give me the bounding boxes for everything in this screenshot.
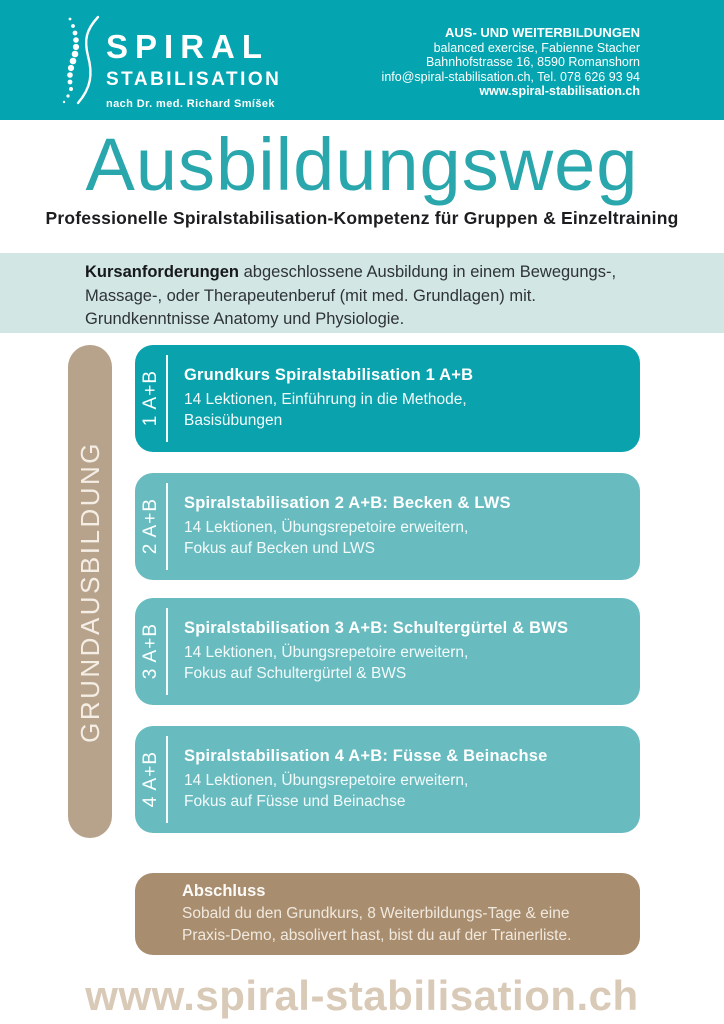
logo [60, 14, 281, 110]
course-title: Spiralstabilisation 3 A+B: Schultergürtel & BWS [184, 618, 569, 637]
course-card-3 [135, 598, 640, 705]
page-title: Ausbildungsweg [85, 123, 639, 206]
course-detail: 14 Lektionen, Übungsrepetoire erweitern, [184, 518, 469, 536]
course-badge [135, 345, 166, 452]
contact-heading: AUS- UND WEITERBILDUNGEN [445, 25, 640, 40]
completion-title: Abschluss [182, 882, 266, 900]
hero-section [0, 120, 724, 253]
course-card-1 [135, 345, 640, 452]
logo-tagline: nach Dr. med. Richard Smíšek [106, 98, 275, 110]
contact-line: balanced exercise, Fabienne Stacher [433, 40, 640, 55]
course-detail: 14 Lektionen, Übungsrepetoire erweitern, [184, 643, 469, 661]
course-detail: Fokus auf Becken und LWS [184, 540, 375, 557]
course-title: Grundkurs Spiralstabilisation 1 A+B [184, 365, 474, 384]
course-card-body [168, 598, 640, 705]
course-title: Spiralstabilisation 4 A+B: Füsse & Beinachse [184, 746, 548, 765]
card-divider [166, 355, 168, 442]
course-badge [135, 473, 166, 580]
course-detail: Fokus auf Füsse und Beinachse [184, 793, 406, 810]
track-bar [68, 345, 112, 838]
course-card-4 [135, 726, 640, 833]
course-badge-label: 3 A+B [139, 623, 161, 680]
course-card-body [168, 345, 640, 452]
requirements-text: abgeschlossene Ausbildung in einem Bewegungs-, Massage-, oder Therapeutenberuf (mit med. Grundlagen) mit. Grundkenntnisse Anatomy und Physiologie. [85, 263, 617, 328]
requirements-label: Kursanforderungen [85, 263, 240, 281]
logo-text [106, 14, 281, 110]
spine-icon [60, 14, 102, 106]
course-title: Spiralstabilisation 2 A+B: Becken & LWS [184, 493, 511, 512]
contact-line: Bahnhofstrasse 16, 8590 Romanshorn [425, 55, 640, 69]
completion-card [135, 873, 640, 955]
course-badge [135, 726, 166, 833]
completion-text: Sobald du den Grundkurs, 8 Weiterbildungs-Tage & eine Praxis-Demo, absolivert hast, bist du auf der Trainerliste. [182, 905, 572, 944]
course-detail: 14 Lektionen, Einführung in die Methode, [184, 390, 467, 408]
contact-website: www.spiral-stabilisation.ch [479, 84, 640, 98]
logo-title: SPIRAL [106, 28, 270, 65]
card-divider [166, 608, 168, 695]
footer-website: www.spiral-stabilisation.ch [85, 972, 639, 1019]
header [0, 0, 724, 120]
course-detail: 14 Lektionen, Übungsrepetoire erweitern, [184, 771, 469, 789]
contact-info [382, 26, 640, 99]
course-card-body [168, 473, 640, 580]
track-label: GRUNDAUSBILDUNG [74, 440, 105, 743]
requirements-band [0, 253, 724, 333]
course-badge-label: 2 A+B [139, 498, 161, 555]
course-detail: Fokus auf Schultergürtel & BWS [184, 665, 407, 682]
contact-line: info@spiral-stabilisation.ch, Tel. 078 626 93 94 [381, 69, 640, 84]
course-badge [135, 598, 166, 705]
course-detail: Basisübungen [184, 412, 283, 429]
course-badge-label: 4 A+B [139, 751, 161, 808]
course-card-2 [135, 473, 640, 580]
page-subtitle: Professionelle Spiralstabilisation-Kompetenz für Gruppen & Einzeltraining [45, 207, 679, 228]
card-divider [166, 483, 168, 570]
logo-subtitle: STABILISATION [106, 69, 282, 90]
course-badge-label: 1 A+B [139, 370, 161, 427]
card-divider [166, 736, 168, 823]
course-card-body [168, 726, 640, 833]
